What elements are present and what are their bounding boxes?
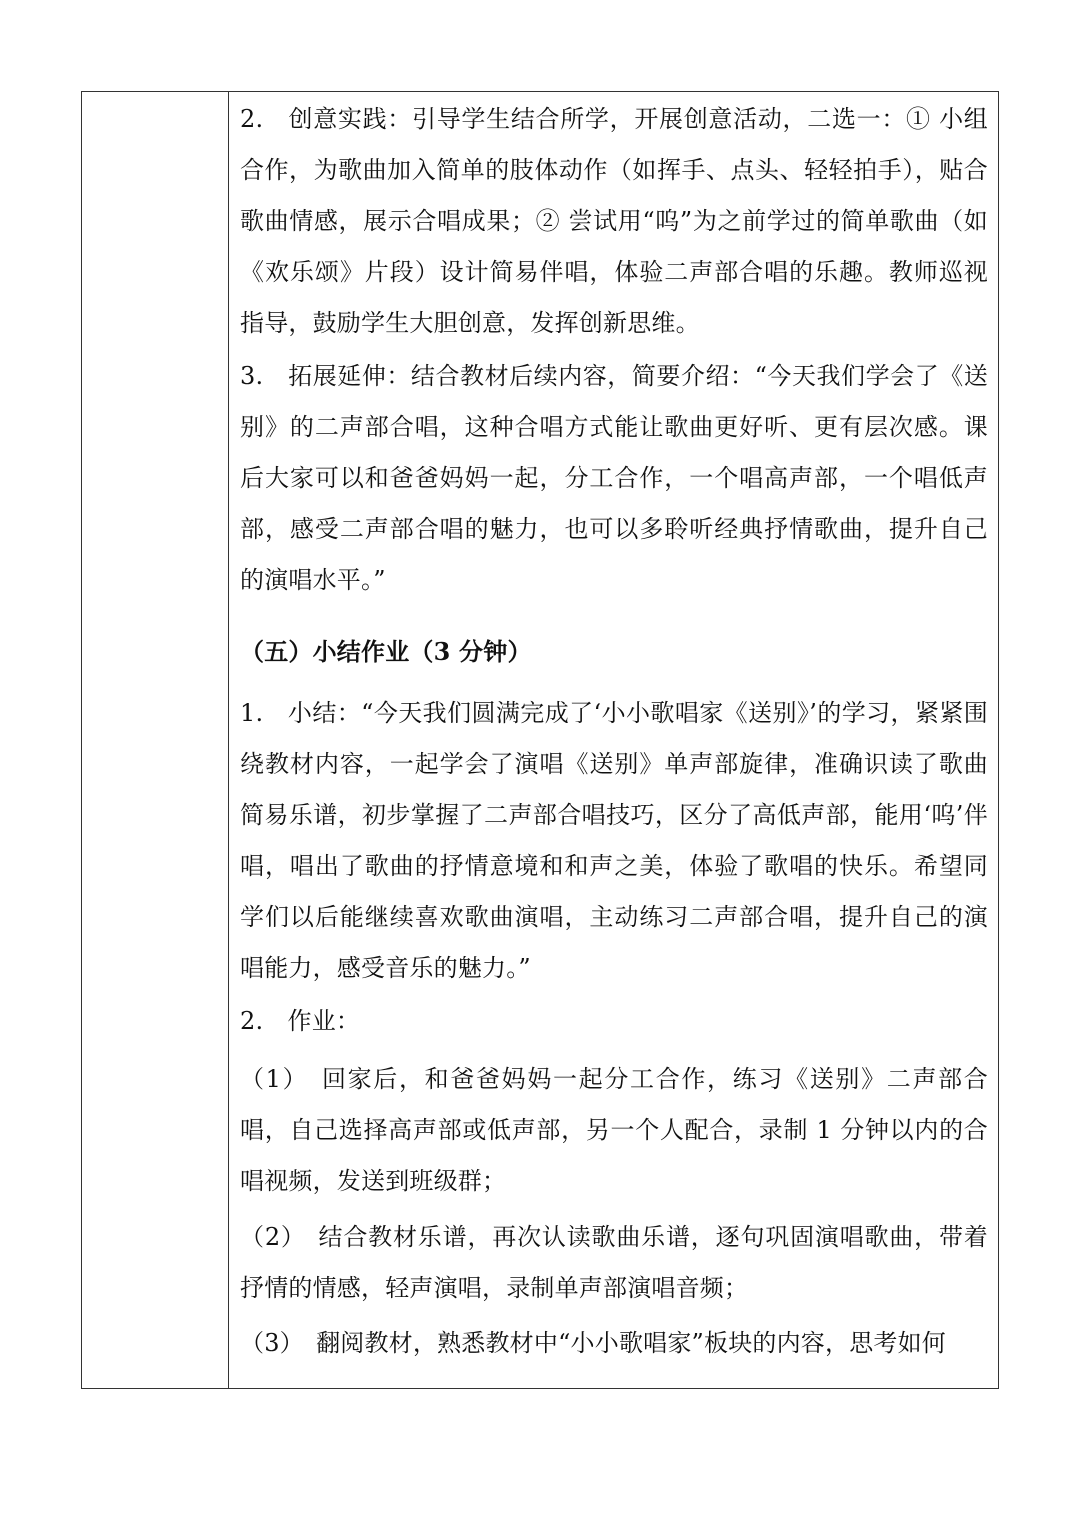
- section-heading-summary-homework: （五）小结作业（3 分钟）: [240, 637, 532, 666]
- homework-item-3: （3） 翻阅教材，熟悉教材中“小小歌唱家”板块的内容，思考如何: [240, 1329, 947, 1357]
- homework-item-1: （1） 回家后，和爸爸妈妈一起分工合作，练习《送别》二声部合唱，自己选择高声部或低声部，另一个人配合，录制 1 分钟以内的合唱视频，发送到班级群；: [240, 1065, 988, 1195]
- paragraph-summary: 1. 小结：“今天我们圆满完成了‘小小歌唱家《送别》’的学习，紧紧围绕教材内容，一起学会了演唱《送别》单声部旋律，准确识读了歌曲简易乐谱，初步掌握了二声部合唱技巧，区分了高低声部，能用‘呜’伴唱，唱出了歌曲的抒情意境和和声之美，体验了歌唱的快乐。希望同学们以后能继续喜欢歌曲演唱，主动练习二声部合唱，提升自己的演唱能力，感受音乐的魅力。”: [240, 699, 988, 982]
- homework-item-2: （2） 结合教材乐谱，再次认读歌曲乐谱，逐句巩固演唱歌曲，带着抒情的情感，轻声演唱，录制单声部演唱音频；: [240, 1223, 988, 1302]
- paragraph-homework-title: 2. 作业：: [240, 1007, 361, 1035]
- table-content-cell: [229, 92, 998, 1388]
- lesson-plan-table: [81, 91, 999, 1389]
- table-left-column: [82, 92, 229, 1388]
- paragraph-extension: 3. 拓展延伸：结合教材后续内容，简要介绍：“今天我们学会了《送别》的二声部合唱，这种合唱方式能让歌曲更好听、更有层次感。课后大家可以和爸爸妈妈一起，分工合作，一个唱高声部，一个唱低声部，感受二声部合唱的魅力，也可以多聆听经典抒情歌曲，提升自己的演唱水平。”: [240, 362, 988, 594]
- paragraph-creative-practice: 2. 创意实践：引导学生结合所学，开展创意活动，二选一：① 小组合作，为歌曲加入简单的肢体动作（如挥手、点头、轻轻拍手），贴合歌曲情感，展示合唱成果；② 尝试用“呜”为之前学过的简单歌曲（如《欢乐颂》片段）设计简易伴唱，体验二声部合唱的乐趣。教师巡视指导，鼓励学生大胆创意，发挥创新思维。: [240, 105, 988, 337]
